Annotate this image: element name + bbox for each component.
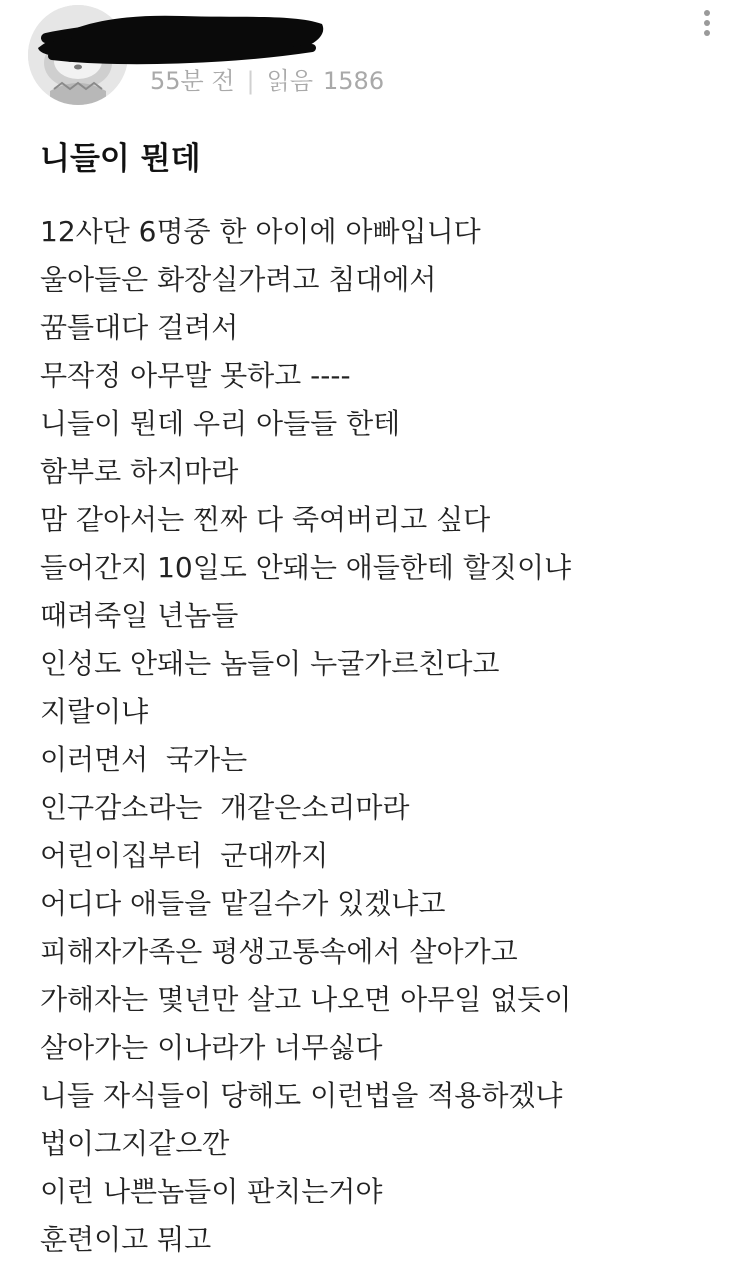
body-line: 훈련이고 뭐고 [40,1223,212,1256]
body-line: 이러면서 국가는 [40,743,248,776]
body-line: 12사단 6명중 한 아이에 아빠입니다 [40,215,481,248]
more-vertical-icon[interactable] [692,6,722,40]
meta-separator: | [246,67,255,95]
body-line: 함부로 하지마라 [40,455,239,488]
body-line: 들어간지 10일도 안돼는 애들한테 할짓이냐 [40,551,572,584]
body-line: 니들 자식들이 당해도 이런법을 적용하겠냐 [40,1079,563,1112]
redaction-scribble [32,8,330,66]
body-line: 니들이 뭔데 우리 아들들 한테 [40,407,401,440]
body-line: 인구감소라는 개같은소리마라 [40,791,410,824]
body-line: 무작정 아무말 못하고 ---- [40,359,351,392]
menu-dot [704,20,710,26]
body-line: 꿈틀대다 걸려서 [40,311,239,344]
body-line: 울아들은 화장실가려고 침대에서 [40,263,437,296]
body-line: 맘 같아서는 찐짜 다 죽여버리고 싶다 [40,503,491,536]
body-line: 살아가는 이나라가 너무싫다 [40,1031,383,1064]
reads-label: 읽음 [266,67,314,95]
post-header [0,0,750,110]
body-line: 지랄이냐 [40,695,149,728]
body-line: 어디다 애들을 맡길수가 있겠냐고 [40,887,446,920]
reads-count: 1586 [323,67,385,95]
body-line: 어린이집부터 군대까지 [40,839,329,872]
body-line: 때려죽일 년놈들 [40,599,239,632]
post-title: 니들이 뭔데 [40,141,201,177]
body-line: 법이그지같으깐 [40,1127,230,1160]
post-time: 55분 전 [150,67,235,95]
body-line: 이런 나쁜놈들이 판치는거야 [40,1175,383,1208]
body-line: 가해자는 몇년만 살고 나오면 아무일 없듯이 [40,983,572,1016]
post-body [40,208,730,1264]
menu-dot [704,10,710,16]
menu-dot [704,30,710,36]
body-line: 피해자가족은 평생고통속에서 살아가고 [40,935,518,968]
body-line: 인성도 안돼는 놈들이 누굴가르친다고 [40,647,500,680]
post-meta [150,61,384,96]
